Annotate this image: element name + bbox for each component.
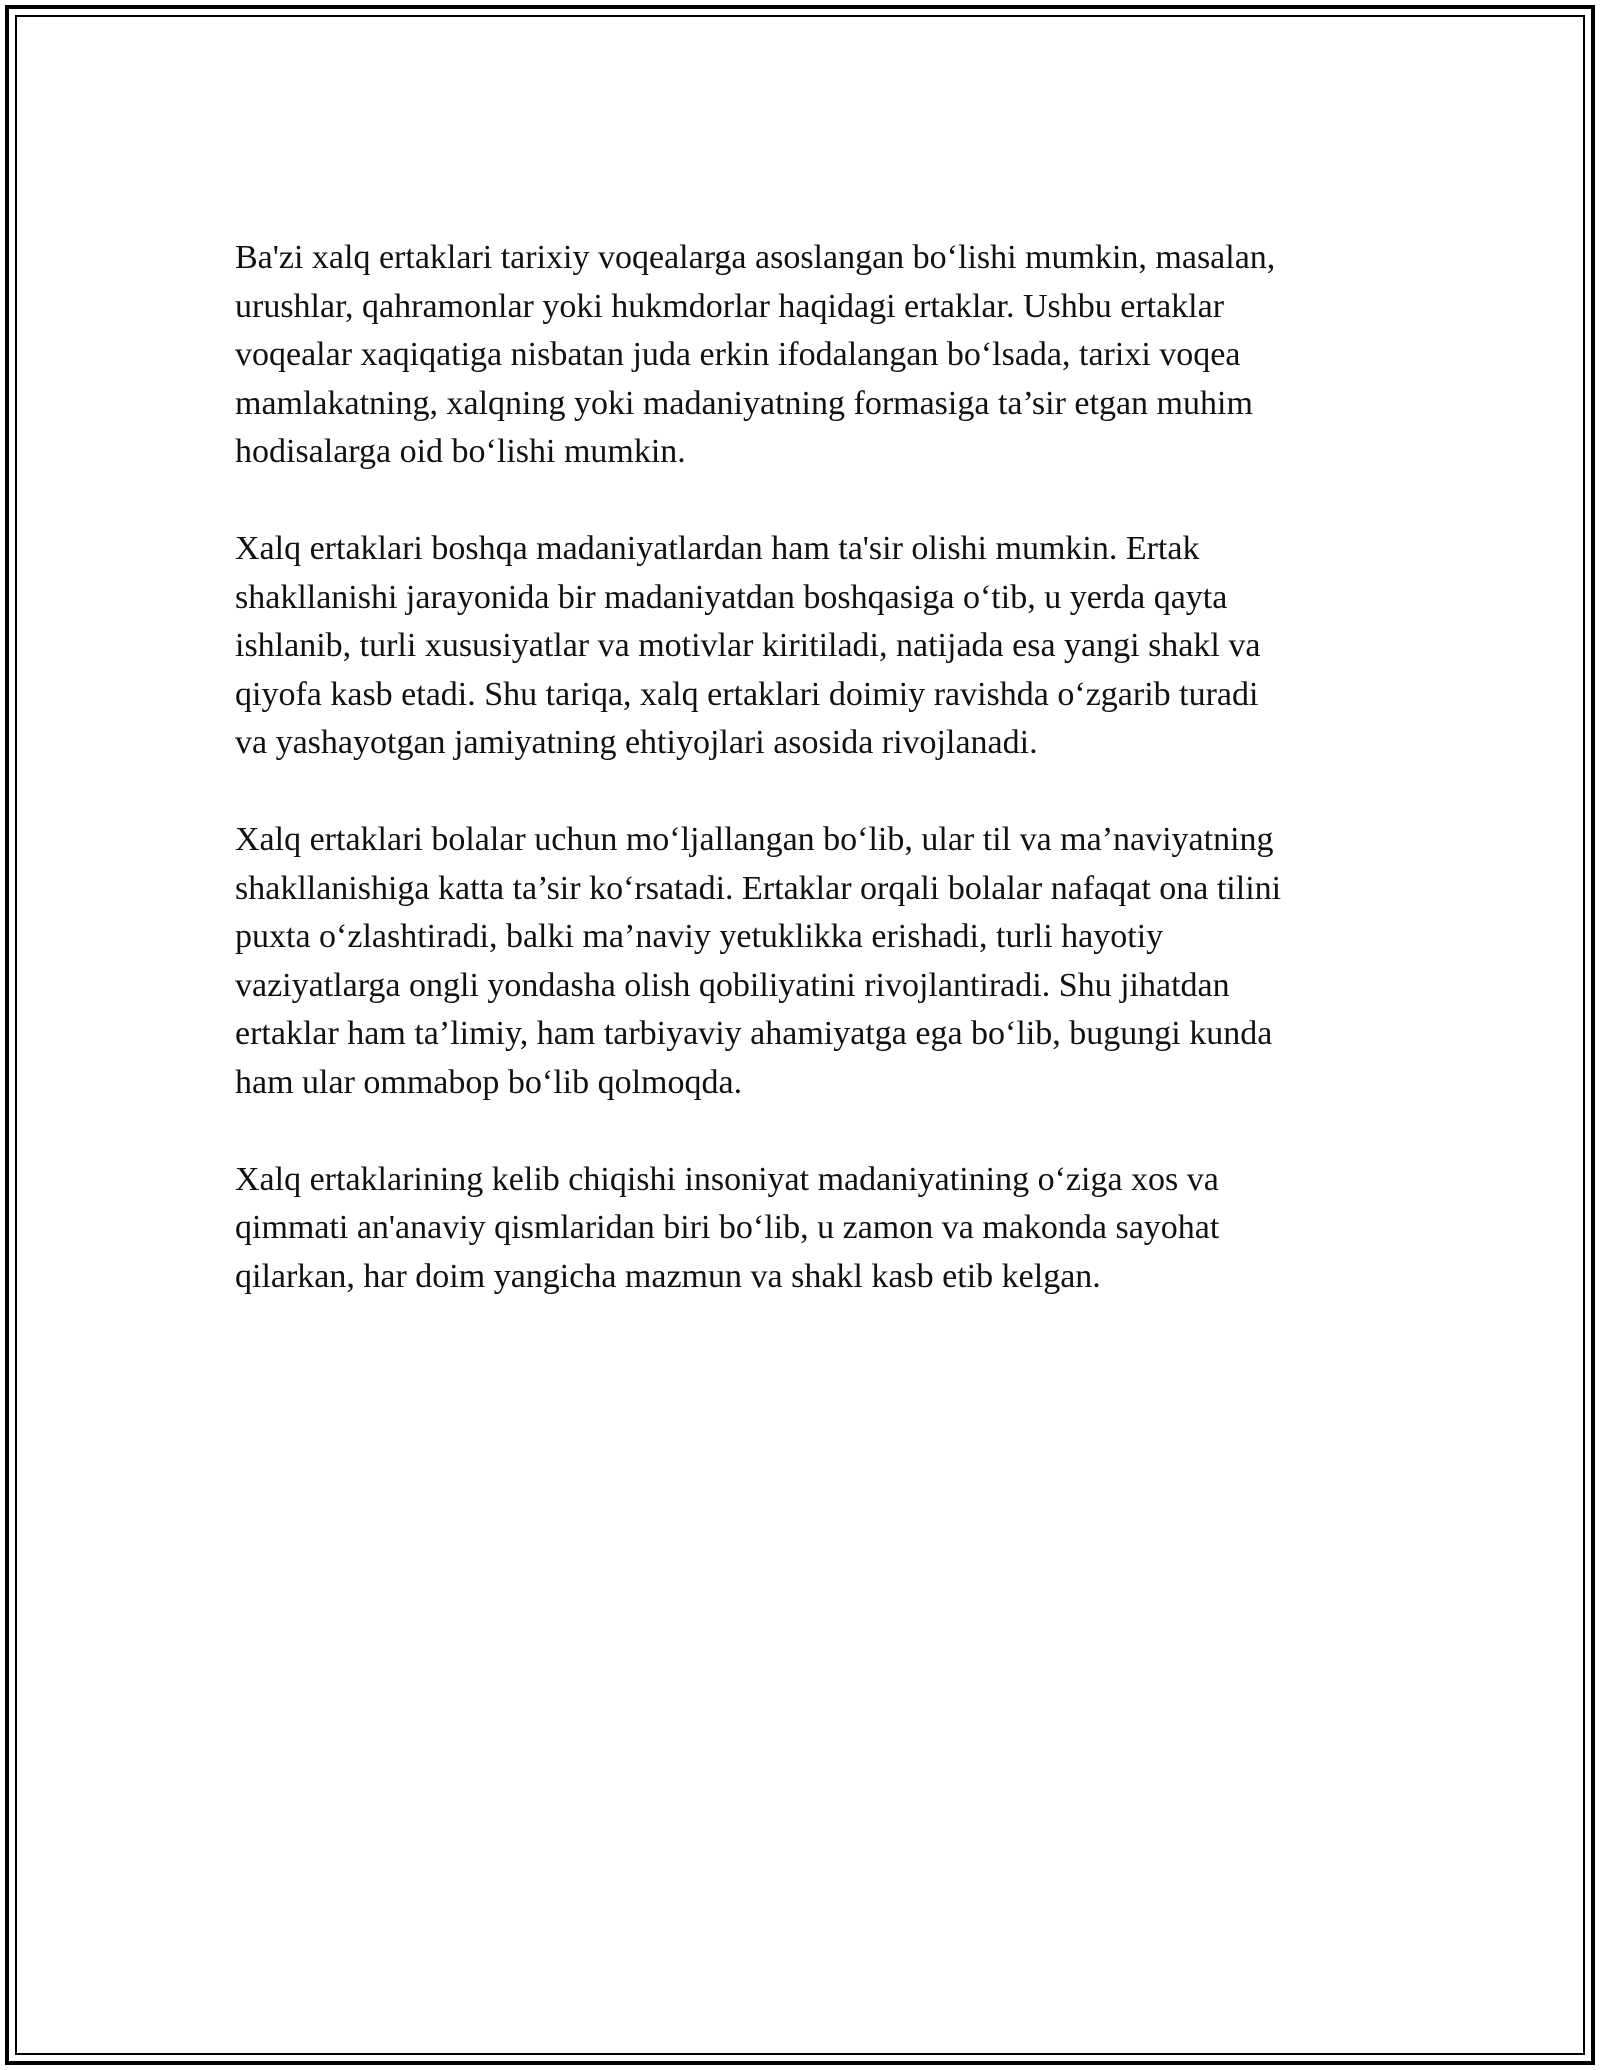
paragraph-4: Xalq ertaklarining kelib chiqishi insoniyat madaniyatining o‘ziga xos va qimmati an'anaviy qismlaridan biri bo‘lib, u zamon va makonda sayohat qilarkan, har doim yangicha mazmun va shakl kasb etib kelgan.	[235, 1160, 1220, 1295]
paragraph-1: Ba'zi xalq ertaklari tarixiy voqealarga asoslangan bo‘lishi mumkin, masalan, urushlar, qahramonlar yoki hukmdorlar haqidagi ertaklar. Ushbu ertaklar voqealar xaqiqatiga nisbatan juda erkin ifodalangan bo‘lsada, tarixi voqea mamlakatning, xalqning yoki madaniyatning formasiga ta’sir etgan muhim hodisalarga oid bo‘lishi mumkin.	[235, 239, 1276, 470]
paragraph-2: Xalq ertaklari boshqa madaniyatlardan ham ta'sir olishi mumkin. Ertak shakllanishi jarayonida bir madaniyatdan boshqasiga o‘tib, u yerda qayta ishlanib, turli xususiyatlar va motivlar kiritiladi, natijada esa yangi shakl va qiyofa kasb etadi. Shu tariqa, xalq ertaklari doimiy ravishda o‘zgarib turadi va yashayotgan jamiyatning ehtiyojlari asosida rivojlanadi.	[235, 530, 1261, 761]
paragraph-3: Xalq ertaklari bolalar uchun mo‘ljallangan bo‘lib, ular til va ma’naviyatning shakllanishiga katta ta’sir ko‘rsatadi. Ertaklar orqali bolalar nafaqat ona tilini puxta o‘zlashtiradi, balki ma’naviy yetuklikka erishadi, turli hayotiy vaziyatlarga ongli yondasha olish qobiliyatini rivojlantiradi. Shu jihatdan ertaklar ham ta’limiy, ham tarbiyaviy ahamiyatga ega bo‘lib, bugungi kunda ham ular ommabop bo‘lib qolmoqda.	[235, 821, 1282, 1101]
document-body	[235, 234, 1375, 1350]
